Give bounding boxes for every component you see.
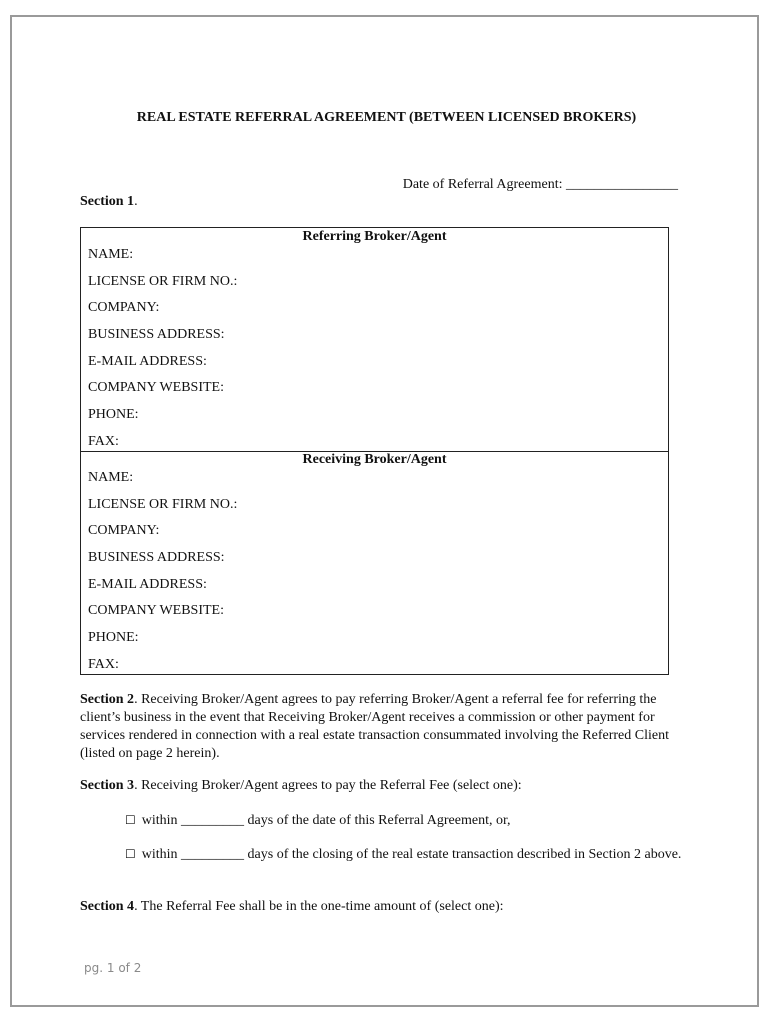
payment-option-1-text: within _________ days of the date of this Referral Agreement, or, [141,813,511,828]
section-1-punct: . [134,194,138,209]
referral-date-line: Date of Referral Agreement: ________________ [402,177,678,192]
section-4 [80,898,680,916]
receiving-company-field: COMPANY: [88,523,160,539]
receiving-address-field: BUSINESS ADDRESS: [88,550,225,566]
section-3-label: Section 3 [80,778,135,793]
section-2-text: . Receiving Broker/Agent agrees to pay referring Broker/Agent a referral fee for referring the client’s business in the event that Receiving Broker/Agent receives a commission or other payment for services rendered in connection with a real estate transaction consummated involving the Referred Client (listed on page 2 herein). [80,692,669,761]
page-number: pg. 1 of 2 [84,961,142,975]
referring-company-field: COMPANY: [88,300,160,316]
checkbox-icon[interactable]: ☐ [125,847,136,861]
payment-option-1 [125,811,685,830]
section-4-text: . The Referral Fee shall be in the one-time amount of (select one): [134,899,504,914]
referring-website-field: COMPANY WEBSITE: [88,380,225,396]
receiving-fax-field: FAX: [88,656,119,672]
receiving-website-field: COMPANY WEBSITE: [88,603,225,619]
referring-address-field: BUSINESS ADDRESS: [88,327,225,343]
receiving-broker-block [81,451,668,674]
section-4-label: Section 4 [80,899,135,914]
section-1 [80,194,138,210]
section-2-label: Section 2 [80,692,135,707]
document-title: REAL ESTATE REFERRAL AGREEMENT (BETWEEN LICENSED BROKERS) [136,110,637,125]
referring-fax-field: FAX: [88,433,119,449]
receiving-phone-field: PHONE: [88,630,139,646]
referring-broker-block [81,228,668,452]
section-1-label: Section 1 [80,194,135,209]
referring-license-field: LICENSE OR FIRM NO.: [88,273,238,289]
checkbox-icon[interactable]: ☐ [125,813,136,827]
section-3-text: . Receiving Broker/Agent agrees to pay the Referral Fee (select one): [134,778,522,793]
receiving-broker-heading: Receiving Broker/Agent [302,452,447,467]
referring-email-field: E-MAIL ADDRESS: [88,353,207,369]
referring-phone-field: PHONE: [88,407,139,423]
receiving-license-field: LICENSE OR FIRM NO.: [88,496,238,512]
referring-broker-heading: Referring Broker/Agent [302,229,447,244]
referring-name-field: NAME: [88,247,134,262]
section-2 [80,691,680,763]
payment-option-2 [125,845,685,864]
section-3 [80,777,680,795]
receiving-email-field: E-MAIL ADDRESS: [88,576,207,592]
broker-info-table [80,227,669,675]
receiving-name-field: NAME: [88,470,134,485]
payment-option-2-text: within _________ days of the closing of the real estate transaction described in Section 2 above. [141,847,682,862]
